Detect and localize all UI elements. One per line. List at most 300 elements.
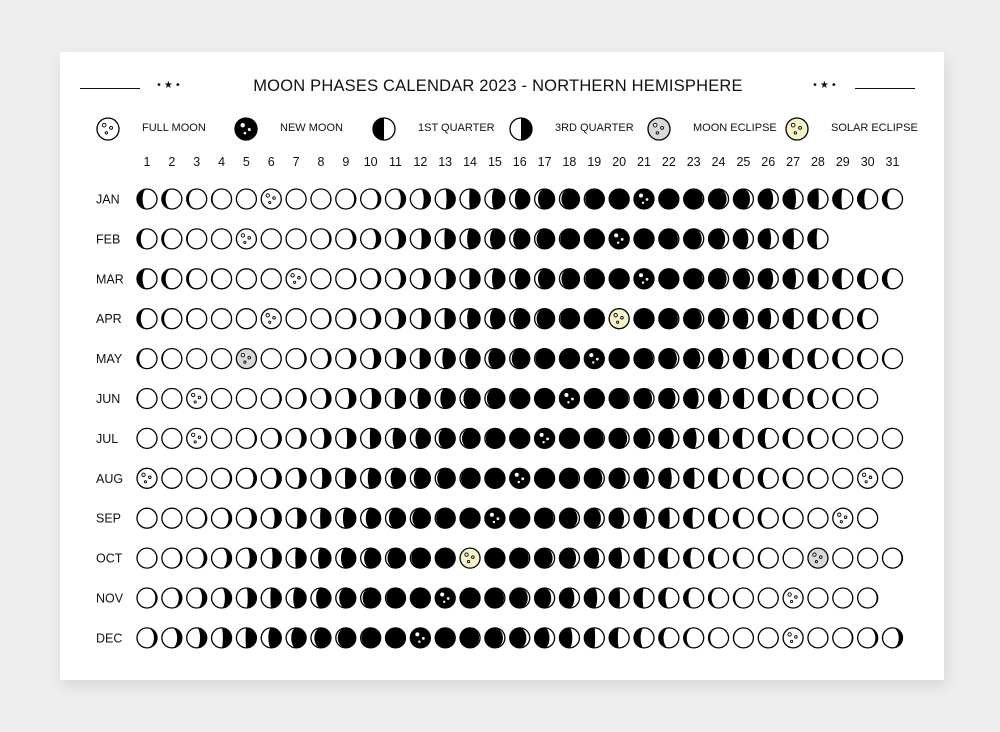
moon-aug-23 <box>684 468 704 488</box>
moon-jul-16 <box>510 428 530 448</box>
moon-mar-28 <box>808 269 828 289</box>
new-moon-icon <box>232 115 260 143</box>
page-title: MOON PHASES CALENDAR 2023 - NORTHERN HEMISPHERE <box>253 77 743 95</box>
moon-feb-19 <box>584 229 604 249</box>
phase-grid <box>60 52 944 680</box>
moon-aug-15 <box>485 468 505 488</box>
moon-jan-9 <box>336 189 356 209</box>
moon-jul-27 <box>783 428 803 448</box>
moon-jul-15 <box>485 428 505 448</box>
moon-aug-24 <box>709 468 729 488</box>
moon-jan-26 <box>758 189 778 209</box>
day-number-21: 21 <box>637 155 651 169</box>
day-number-31: 31 <box>885 155 900 169</box>
day-number-9: 9 <box>342 155 350 169</box>
moon-may-31 <box>883 349 903 369</box>
moon-mar-30 <box>858 269 878 289</box>
moon-mar-14 <box>460 269 480 289</box>
moon-jun-6 <box>261 389 281 409</box>
moon-dec-23 <box>684 628 704 648</box>
moon-oct-19 <box>584 548 604 568</box>
moon-oct-18 <box>559 548 579 568</box>
moon-apr-17 <box>535 309 555 329</box>
moon-dec-12 <box>410 628 430 648</box>
moon-aug-2 <box>162 468 182 488</box>
moon-oct-15 <box>485 548 505 568</box>
moon-aug-28 <box>808 468 828 488</box>
moon-jan-3 <box>187 189 207 209</box>
moon-mar-5 <box>236 269 256 289</box>
moon-jul-17 <box>535 428 555 448</box>
moon-sep-27 <box>783 508 803 528</box>
moon-jul-25 <box>733 428 753 448</box>
day-number-6: 6 <box>267 155 275 169</box>
moon-mar-13 <box>435 269 455 289</box>
day-number-15: 15 <box>487 155 502 169</box>
moon-jul-3 <box>187 428 207 448</box>
moon-nov-14 <box>460 588 480 608</box>
moon-jan-30 <box>858 189 878 209</box>
day-number-14: 14 <box>463 155 478 169</box>
moon-aug-8 <box>311 468 331 488</box>
moon-mar-31 <box>883 269 903 289</box>
moon-dec-20 <box>609 628 629 648</box>
moon-dec-15 <box>485 628 505 648</box>
moon-dec-4 <box>212 628 232 648</box>
moon-aug-6 <box>261 468 281 488</box>
moon-may-29 <box>833 349 853 369</box>
moon-jan-31 <box>883 189 903 209</box>
legend-label: NEW MOON <box>280 122 343 134</box>
day-number-5: 5 <box>242 155 250 169</box>
moon-mar-9 <box>336 269 356 289</box>
moon-sep-30 <box>858 508 878 528</box>
moon-sep-20 <box>609 508 629 528</box>
moon-dec-31 <box>883 628 903 648</box>
moon-nov-22 <box>659 588 679 608</box>
day-number-23: 23 <box>686 155 701 169</box>
moon-apr-24 <box>709 309 729 329</box>
moon-jun-4 <box>212 389 232 409</box>
moon-oct-12 <box>410 548 430 568</box>
legend-label: MOON ECLIPSE <box>693 122 777 134</box>
day-number-22: 22 <box>661 155 676 169</box>
month-label-oct: OCT <box>96 551 123 566</box>
moon-nov-12 <box>410 588 430 608</box>
month-label-jun: JUN <box>96 392 121 406</box>
moon-dec-29 <box>833 628 853 648</box>
moon-mar-10 <box>361 269 381 289</box>
moon-dec-7 <box>286 628 306 648</box>
moon-nov-4 <box>212 588 232 608</box>
day-number-29: 29 <box>835 155 850 169</box>
moon-apr-15 <box>485 309 505 329</box>
moon-oct-21 <box>634 548 654 568</box>
moon-jan-27 <box>783 189 803 209</box>
day-number-30: 30 <box>860 155 875 169</box>
moon-jun-10 <box>361 389 381 409</box>
moon-apr-12 <box>410 309 430 329</box>
moon-jan-7 <box>286 189 306 209</box>
moon-jul-14 <box>460 428 480 448</box>
moon-jul-28 <box>808 428 828 448</box>
moon-apr-1 <box>137 309 157 329</box>
moon-apr-26 <box>758 309 778 329</box>
moon-may-27 <box>783 349 803 369</box>
moon-jun-23 <box>684 389 704 409</box>
moon-aug-12 <box>410 468 430 488</box>
moon-jul-8 <box>311 428 331 448</box>
moon-nov-11 <box>386 588 406 608</box>
day-number-17: 17 <box>537 155 552 169</box>
moon-dec-11 <box>386 628 406 648</box>
moon-dec-1 <box>137 628 157 648</box>
moon-jul-30 <box>858 428 878 448</box>
moon-jan-16 <box>510 189 530 209</box>
moon-oct-9 <box>336 548 356 568</box>
moon-jun-8 <box>311 389 331 409</box>
moon-mar-4 <box>212 269 232 289</box>
moon-dec-24 <box>709 628 729 648</box>
moon-aug-27 <box>783 468 803 488</box>
moon-feb-7 <box>286 229 306 249</box>
moon-jan-6 <box>261 189 281 209</box>
moon-nov-18 <box>559 588 579 608</box>
moon-may-25 <box>733 349 753 369</box>
moon-jan-12 <box>410 189 430 209</box>
legend-label: 3RD QUARTER <box>555 122 634 134</box>
moon-jul-21 <box>634 428 654 448</box>
moon-aug-26 <box>758 468 778 488</box>
moon-dec-14 <box>460 628 480 648</box>
moon-dec-5 <box>236 628 256 648</box>
moon-apr-14 <box>460 309 480 329</box>
moon-aug-31 <box>883 468 903 488</box>
moon-jan-25 <box>733 189 753 209</box>
moon-may-12 <box>410 349 430 369</box>
day-number-13: 13 <box>438 155 453 169</box>
title-row <box>60 74 944 104</box>
moon-nov-6 <box>261 588 281 608</box>
moon-aug-11 <box>386 468 406 488</box>
moon-jan-21 <box>634 189 654 209</box>
moon-aug-3 <box>187 468 207 488</box>
moon-apr-19 <box>584 309 604 329</box>
moon-feb-16 <box>510 229 530 249</box>
moon-mar-26 <box>758 269 778 289</box>
month-label-apr: APR <box>96 312 122 327</box>
moon-jan-8 <box>311 189 331 209</box>
moon-aug-10 <box>361 468 381 488</box>
moon-nov-17 <box>535 588 555 608</box>
moon-may-3 <box>187 349 207 369</box>
moon-feb-18 <box>559 229 579 249</box>
moon-feb-5 <box>236 229 256 249</box>
moon-mar-6 <box>261 269 281 289</box>
moon-nov-20 <box>609 588 629 608</box>
moon-oct-20 <box>609 548 629 568</box>
moon-dec-27 <box>783 628 803 648</box>
moon-mar-2 <box>162 269 182 289</box>
star-ornament-right: •★• <box>812 80 839 91</box>
day-number-8: 8 <box>317 155 325 169</box>
month-label-nov: NOV <box>96 591 124 606</box>
moon-may-22 <box>659 349 679 369</box>
moon-oct-16 <box>510 548 530 568</box>
moon-feb-26 <box>758 229 778 249</box>
moon-oct-14 <box>460 548 480 568</box>
star-ornament-left: •★• <box>156 80 183 91</box>
moon-jun-21 <box>634 389 654 409</box>
moon-apr-13 <box>435 309 455 329</box>
moon-oct-23 <box>684 548 704 568</box>
moon-jan-1 <box>137 189 157 209</box>
moon-may-2 <box>162 349 182 369</box>
moon-may-26 <box>758 349 778 369</box>
moon-apr-3 <box>187 309 207 329</box>
moon-may-28 <box>808 349 828 369</box>
day-number-24: 24 <box>711 155 726 169</box>
moon-aug-4 <box>212 468 232 488</box>
moon-jun-7 <box>286 389 306 409</box>
moon-aug-29 <box>833 468 853 488</box>
moon-nov-3 <box>187 588 207 608</box>
moon-apr-28 <box>808 309 828 329</box>
moon-jan-24 <box>709 189 729 209</box>
moon-sep-6 <box>261 508 281 528</box>
moon-dec-18 <box>559 628 579 648</box>
moon-mar-18 <box>559 269 579 289</box>
moon-jul-1 <box>137 428 157 448</box>
moon-sep-17 <box>535 508 555 528</box>
moon-oct-7 <box>286 548 306 568</box>
moon-sep-5 <box>236 508 256 528</box>
moon-feb-23 <box>684 229 704 249</box>
moon-jun-22 <box>659 389 679 409</box>
moon-aug-22 <box>659 468 679 488</box>
moon-dec-6 <box>261 628 281 648</box>
moon-oct-24 <box>709 548 729 568</box>
moon-jan-2 <box>162 189 182 209</box>
moon-aug-18 <box>559 468 579 488</box>
moon-mar-25 <box>733 269 753 289</box>
moon-jul-20 <box>609 428 629 448</box>
moon-jun-1 <box>137 389 157 409</box>
moon-jun-18 <box>559 389 579 409</box>
moon-aug-30 <box>858 468 878 488</box>
moon-dec-3 <box>187 628 207 648</box>
moon-may-21 <box>634 349 654 369</box>
moon-apr-10 <box>361 309 381 329</box>
moon-feb-15 <box>485 229 505 249</box>
moon-oct-10 <box>361 548 381 568</box>
moon-aug-16 <box>510 468 530 488</box>
moon-nov-23 <box>684 588 704 608</box>
title-rule-right <box>855 88 915 89</box>
day-number-10: 10 <box>363 155 378 169</box>
moon-apr-18 <box>559 309 579 329</box>
moon-dec-16 <box>510 628 530 648</box>
moon-apr-6 <box>261 309 281 329</box>
moon-sep-13 <box>435 508 455 528</box>
moon-aug-5 <box>236 468 256 488</box>
moon-jul-23 <box>684 428 704 448</box>
moon-feb-27 <box>783 229 803 249</box>
moon-sep-12 <box>410 508 430 528</box>
moon-oct-6 <box>261 548 281 568</box>
moon-jan-23 <box>684 189 704 209</box>
moon-jan-28 <box>808 189 828 209</box>
moon-mar-29 <box>833 269 853 289</box>
moon-eclipse-icon <box>645 115 673 143</box>
moon-jun-20 <box>609 389 629 409</box>
day-number-1: 1 <box>143 155 151 169</box>
moon-sep-26 <box>758 508 778 528</box>
moon-jul-31 <box>883 428 903 448</box>
day-number-20: 20 <box>612 155 627 169</box>
moon-apr-8 <box>311 309 331 329</box>
moon-jan-17 <box>535 189 555 209</box>
moon-feb-6 <box>261 229 281 249</box>
moon-apr-29 <box>833 309 853 329</box>
moon-apr-11 <box>386 309 406 329</box>
moon-jan-4 <box>212 189 232 209</box>
moon-sep-24 <box>709 508 729 528</box>
moon-jul-18 <box>559 428 579 448</box>
moon-feb-13 <box>435 229 455 249</box>
moon-nov-19 <box>584 588 604 608</box>
moon-nov-28 <box>808 588 828 608</box>
day-number-2: 2 <box>168 155 176 169</box>
moon-mar-15 <box>485 269 505 289</box>
moon-sep-15 <box>485 508 505 528</box>
moon-jun-3 <box>187 389 207 409</box>
moon-aug-19 <box>584 468 604 488</box>
moon-feb-2 <box>162 229 182 249</box>
moon-may-1 <box>137 349 157 369</box>
moon-apr-5 <box>236 309 256 329</box>
moon-aug-17 <box>535 468 555 488</box>
month-label-feb: FEB <box>96 232 121 247</box>
moon-feb-9 <box>336 229 356 249</box>
moon-may-4 <box>212 349 232 369</box>
day-number-25: 25 <box>736 155 751 169</box>
moon-dec-8 <box>311 628 331 648</box>
moon-sep-1 <box>137 508 157 528</box>
moon-jun-16 <box>510 389 530 409</box>
moon-jul-19 <box>584 428 604 448</box>
day-number-16: 16 <box>512 155 527 169</box>
moon-mar-11 <box>386 269 406 289</box>
day-number-27: 27 <box>786 155 801 169</box>
day-number-19: 19 <box>587 155 602 169</box>
moon-sep-22 <box>659 508 679 528</box>
moon-dec-30 <box>858 628 878 648</box>
moon-jul-10 <box>361 428 381 448</box>
moon-sep-29 <box>833 508 853 528</box>
moon-apr-23 <box>684 309 704 329</box>
moon-jul-29 <box>833 428 853 448</box>
moon-may-7 <box>286 349 306 369</box>
moon-mar-1 <box>137 269 157 289</box>
month-label-aug: AUG <box>96 471 124 486</box>
moon-apr-30 <box>858 309 878 329</box>
moon-may-23 <box>684 349 704 369</box>
moon-jul-24 <box>709 428 729 448</box>
moon-jun-11 <box>386 389 406 409</box>
moon-sep-10 <box>361 508 381 528</box>
moon-sep-19 <box>584 508 604 528</box>
moon-jan-15 <box>485 189 505 209</box>
moon-nov-21 <box>634 588 654 608</box>
moon-jun-24 <box>709 389 729 409</box>
month-label-mar: MAR <box>96 272 124 287</box>
moon-dec-10 <box>361 628 381 648</box>
moon-oct-26 <box>758 548 778 568</box>
full-moon-icon <box>94 115 122 143</box>
moon-oct-27 <box>783 548 803 568</box>
moon-apr-2 <box>162 309 182 329</box>
moon-may-8 <box>311 349 331 369</box>
legend-label: SOLAR ECLIPSE <box>831 122 918 134</box>
moon-sep-25 <box>733 508 753 528</box>
moon-nov-10 <box>361 588 381 608</box>
day-number-26: 26 <box>761 155 776 169</box>
moon-dec-19 <box>584 628 604 648</box>
moon-nov-24 <box>709 588 729 608</box>
moon-feb-22 <box>659 229 679 249</box>
moon-aug-25 <box>733 468 753 488</box>
first-quarter-icon <box>370 115 398 143</box>
day-number-12: 12 <box>413 155 428 169</box>
moon-may-13 <box>435 349 455 369</box>
moon-jan-10 <box>361 189 381 209</box>
moon-nov-25 <box>733 588 753 608</box>
moon-dec-9 <box>336 628 356 648</box>
moon-aug-20 <box>609 468 629 488</box>
moon-jul-9 <box>336 428 356 448</box>
moon-jun-19 <box>584 389 604 409</box>
moon-apr-16 <box>510 309 530 329</box>
moon-jun-26 <box>758 389 778 409</box>
moon-nov-27 <box>783 588 803 608</box>
calendar-sheet <box>60 52 944 680</box>
moon-oct-31 <box>883 548 903 568</box>
moon-may-18 <box>559 349 579 369</box>
moon-jun-27 <box>783 389 803 409</box>
moon-jun-15 <box>485 389 505 409</box>
moon-apr-21 <box>634 309 654 329</box>
moon-sep-14 <box>460 508 480 528</box>
moon-oct-11 <box>386 548 406 568</box>
moon-apr-7 <box>286 309 306 329</box>
moon-sep-9 <box>336 508 356 528</box>
moon-may-6 <box>261 349 281 369</box>
moon-sep-16 <box>510 508 530 528</box>
moon-jul-6 <box>261 428 281 448</box>
moon-oct-5 <box>236 548 256 568</box>
moon-may-17 <box>535 349 555 369</box>
third-quarter-icon <box>507 115 535 143</box>
day-number-28: 28 <box>810 155 825 169</box>
moon-jul-5 <box>236 428 256 448</box>
day-number-7: 7 <box>292 155 300 169</box>
moon-nov-13 <box>435 588 455 608</box>
moon-jun-25 <box>733 389 753 409</box>
moon-feb-17 <box>535 229 555 249</box>
moon-jul-26 <box>758 428 778 448</box>
moon-nov-15 <box>485 588 505 608</box>
